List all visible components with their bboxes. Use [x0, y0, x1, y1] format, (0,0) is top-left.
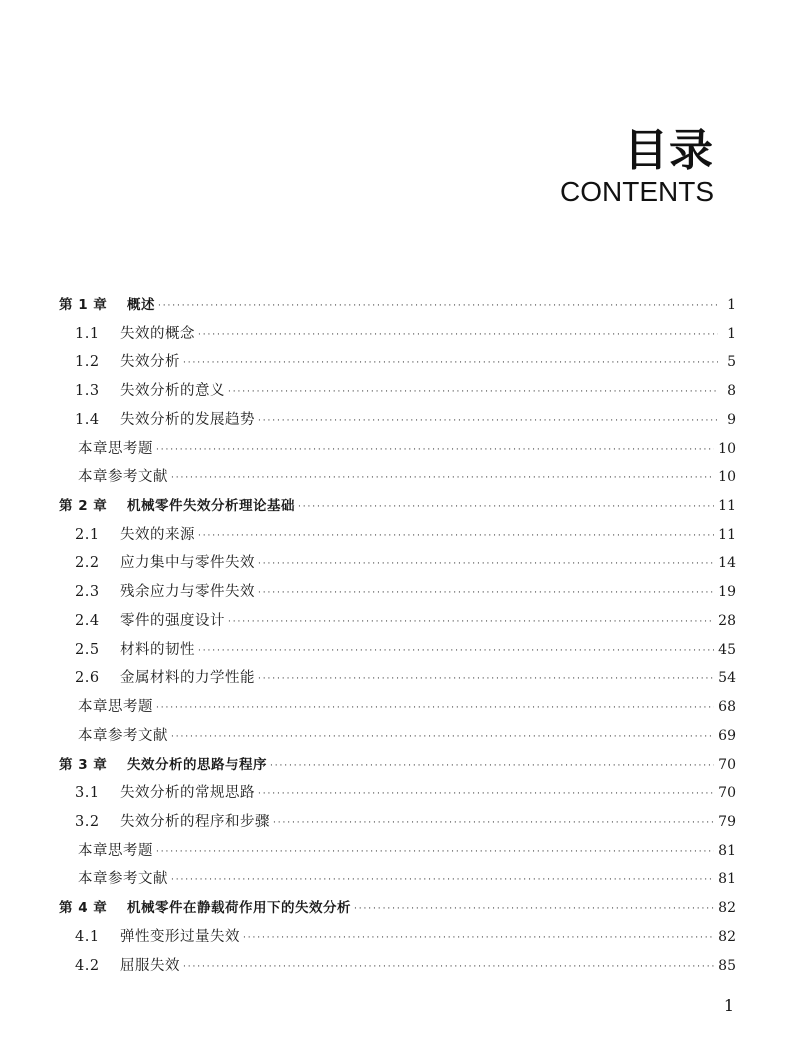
toc-entry-title: 失效的概念 [120, 325, 195, 342]
toc-leader-dots [171, 473, 714, 483]
toc-entry-page: 82 [718, 928, 736, 945]
toc-entry-title: 金属材料的力学性能 [120, 670, 255, 687]
toc-entry-number: 2.5 [75, 641, 100, 658]
toc-entry-number: 2.6 [75, 670, 100, 687]
toc-leader-dots [156, 847, 714, 857]
toc-entry-title: 本章参考文献 [78, 871, 168, 888]
toc-entry-page: 11 [718, 498, 736, 515]
toc-supplement-entry[interactable] [59, 724, 736, 753]
toc-leader-dots [156, 445, 714, 455]
toc-entry-page: 9 [727, 411, 736, 428]
toc-chapter-entry[interactable] [59, 293, 736, 322]
toc-section-entry[interactable] [59, 580, 736, 609]
toc-leader-dots [258, 789, 714, 799]
toc-list [59, 293, 736, 982]
toc-heading [560, 125, 714, 207]
toc-entry-page: 10 [718, 440, 736, 457]
toc-entry-page: 11 [718, 526, 736, 543]
toc-entry-page: 19 [718, 584, 736, 601]
toc-entry-page: 10 [718, 469, 736, 486]
toc-section-entry[interactable] [59, 322, 736, 351]
toc-entry-number: 第 1 章 [59, 297, 108, 313]
toc-leader-dots [198, 646, 714, 656]
toc-entry-title: 失效分析的思路与程序 [127, 756, 267, 773]
toc-leader-dots [171, 875, 714, 885]
toc-section-entry[interactable] [59, 925, 736, 954]
toc-entry-page: 81 [718, 871, 736, 888]
toc-section-entry[interactable] [59, 781, 736, 810]
toc-entry-title: 本章思考题 [78, 699, 153, 716]
toc-entry-page: 82 [718, 900, 736, 917]
toc-leader-dots [270, 761, 714, 771]
toc-section-entry[interactable] [59, 954, 736, 983]
toc-entry-title: 本章参考文献 [78, 727, 168, 744]
toc-entry-title: 机械零件失效分析理论基础 [127, 498, 295, 515]
toc-entry-title: 失效分析的发展趋势 [120, 411, 255, 428]
toc-entry-page: 70 [718, 756, 736, 773]
toc-entry-page: 81 [718, 842, 736, 859]
toc-leader-dots [273, 818, 714, 828]
toc-title: 目录 [624, 125, 714, 176]
toc-entry-title: 失效分析的常规思路 [120, 785, 255, 802]
toc-entry-title: 概述 [127, 297, 155, 313]
toc-entry-page: 45 [718, 641, 736, 658]
toc-entry-number: 2.3 [75, 584, 100, 601]
toc-entry-page: 5 [727, 354, 736, 371]
toc-entry-title: 残余应力与零件失效 [120, 584, 255, 601]
toc-entry-title: 机械零件在静载荷作用下的失效分析 [127, 900, 351, 917]
toc-entry-page: 8 [727, 383, 736, 400]
toc-supplement-entry[interactable] [59, 695, 736, 724]
toc-entry-title: 材料的韧性 [120, 641, 195, 658]
toc-entry-page: 69 [718, 727, 736, 744]
toc-leader-dots [156, 703, 714, 713]
toc-entry-number: 1.2 [75, 354, 100, 371]
toc-entry-number: 2.2 [75, 555, 100, 572]
toc-entry-title: 本章参考文献 [78, 469, 168, 486]
toc-entry-title: 本章思考题 [78, 440, 153, 457]
toc-entry-number: 第 4 章 [59, 900, 108, 917]
toc-leader-dots [198, 531, 714, 541]
toc-subtitle: CONTENTS [560, 176, 714, 207]
toc-entry-page: 79 [718, 813, 736, 830]
toc-section-entry[interactable] [59, 810, 736, 839]
toc-supplement-entry[interactable] [59, 437, 736, 466]
toc-supplement-entry[interactable] [59, 867, 736, 896]
toc-leader-dots [243, 933, 714, 943]
toc-entry-title: 失效的来源 [120, 526, 195, 543]
toc-entry-page: 28 [718, 612, 736, 629]
toc-leader-dots [171, 732, 714, 742]
toc-entry-title: 零件的强度设计 [120, 612, 225, 629]
toc-leader-dots [158, 301, 718, 311]
toc-leader-dots [183, 962, 714, 972]
toc-entry-title: 弹性变形过量失效 [120, 928, 240, 945]
toc-entry-title: 屈服失效 [120, 957, 180, 974]
toc-leader-dots [198, 330, 718, 340]
toc-entry-page: 54 [718, 670, 736, 687]
toc-supplement-entry[interactable] [59, 465, 736, 494]
toc-entry-number: 2.4 [75, 612, 100, 629]
toc-leader-dots [298, 502, 714, 512]
toc-section-entry[interactable] [59, 638, 736, 667]
toc-entry-number: 1.3 [75, 383, 100, 400]
toc-leader-dots [183, 358, 718, 368]
page-number: 1 [723, 996, 734, 1015]
toc-entry-title: 应力集中与零件失效 [120, 555, 255, 572]
toc-section-entry[interactable] [59, 523, 736, 552]
toc-section-entry[interactable] [59, 408, 736, 437]
toc-leader-dots [228, 387, 718, 397]
toc-leader-dots [258, 674, 714, 684]
toc-entry-title: 失效分析的意义 [120, 383, 225, 400]
toc-supplement-entry[interactable] [59, 839, 736, 868]
toc-entry-number: 第 3 章 [59, 756, 108, 773]
toc-entry-title: 本章思考题 [78, 842, 153, 859]
toc-entry-number: 1.4 [75, 411, 100, 428]
toc-entry-page: 1 [727, 325, 736, 342]
toc-entry-number: 1.1 [75, 325, 100, 342]
toc-entry-page: 70 [718, 785, 736, 802]
toc-leader-dots [354, 904, 714, 914]
toc-entry-number: 2.1 [75, 526, 100, 543]
toc-entry-number: 第 2 章 [59, 498, 108, 515]
toc-leader-dots [258, 416, 718, 426]
toc-entry-number: 3.2 [75, 813, 100, 830]
toc-entry-title: 失效分析 [120, 354, 180, 371]
toc-section-entry[interactable] [59, 551, 736, 580]
toc-chapter-entry[interactable] [59, 753, 736, 782]
toc-entry-page: 14 [718, 555, 736, 572]
toc-entry-number: 4.1 [75, 928, 100, 945]
toc-section-entry[interactable] [59, 666, 736, 695]
toc-leader-dots [258, 588, 714, 598]
toc-section-entry[interactable] [59, 609, 736, 638]
toc-entry-page: 1 [727, 297, 736, 313]
toc-leader-dots [258, 559, 714, 569]
toc-chapter-entry[interactable] [59, 494, 736, 523]
toc-section-entry[interactable] [59, 350, 736, 379]
toc-entry-number: 3.1 [75, 785, 100, 802]
toc-chapter-entry[interactable] [59, 896, 736, 925]
toc-section-entry[interactable] [59, 379, 736, 408]
toc-entry-page: 68 [718, 699, 736, 716]
toc-leader-dots [228, 617, 714, 627]
toc-entry-number: 4.2 [75, 957, 100, 974]
toc-entry-title: 失效分析的程序和步骤 [120, 813, 270, 830]
toc-entry-page: 85 [718, 957, 736, 974]
